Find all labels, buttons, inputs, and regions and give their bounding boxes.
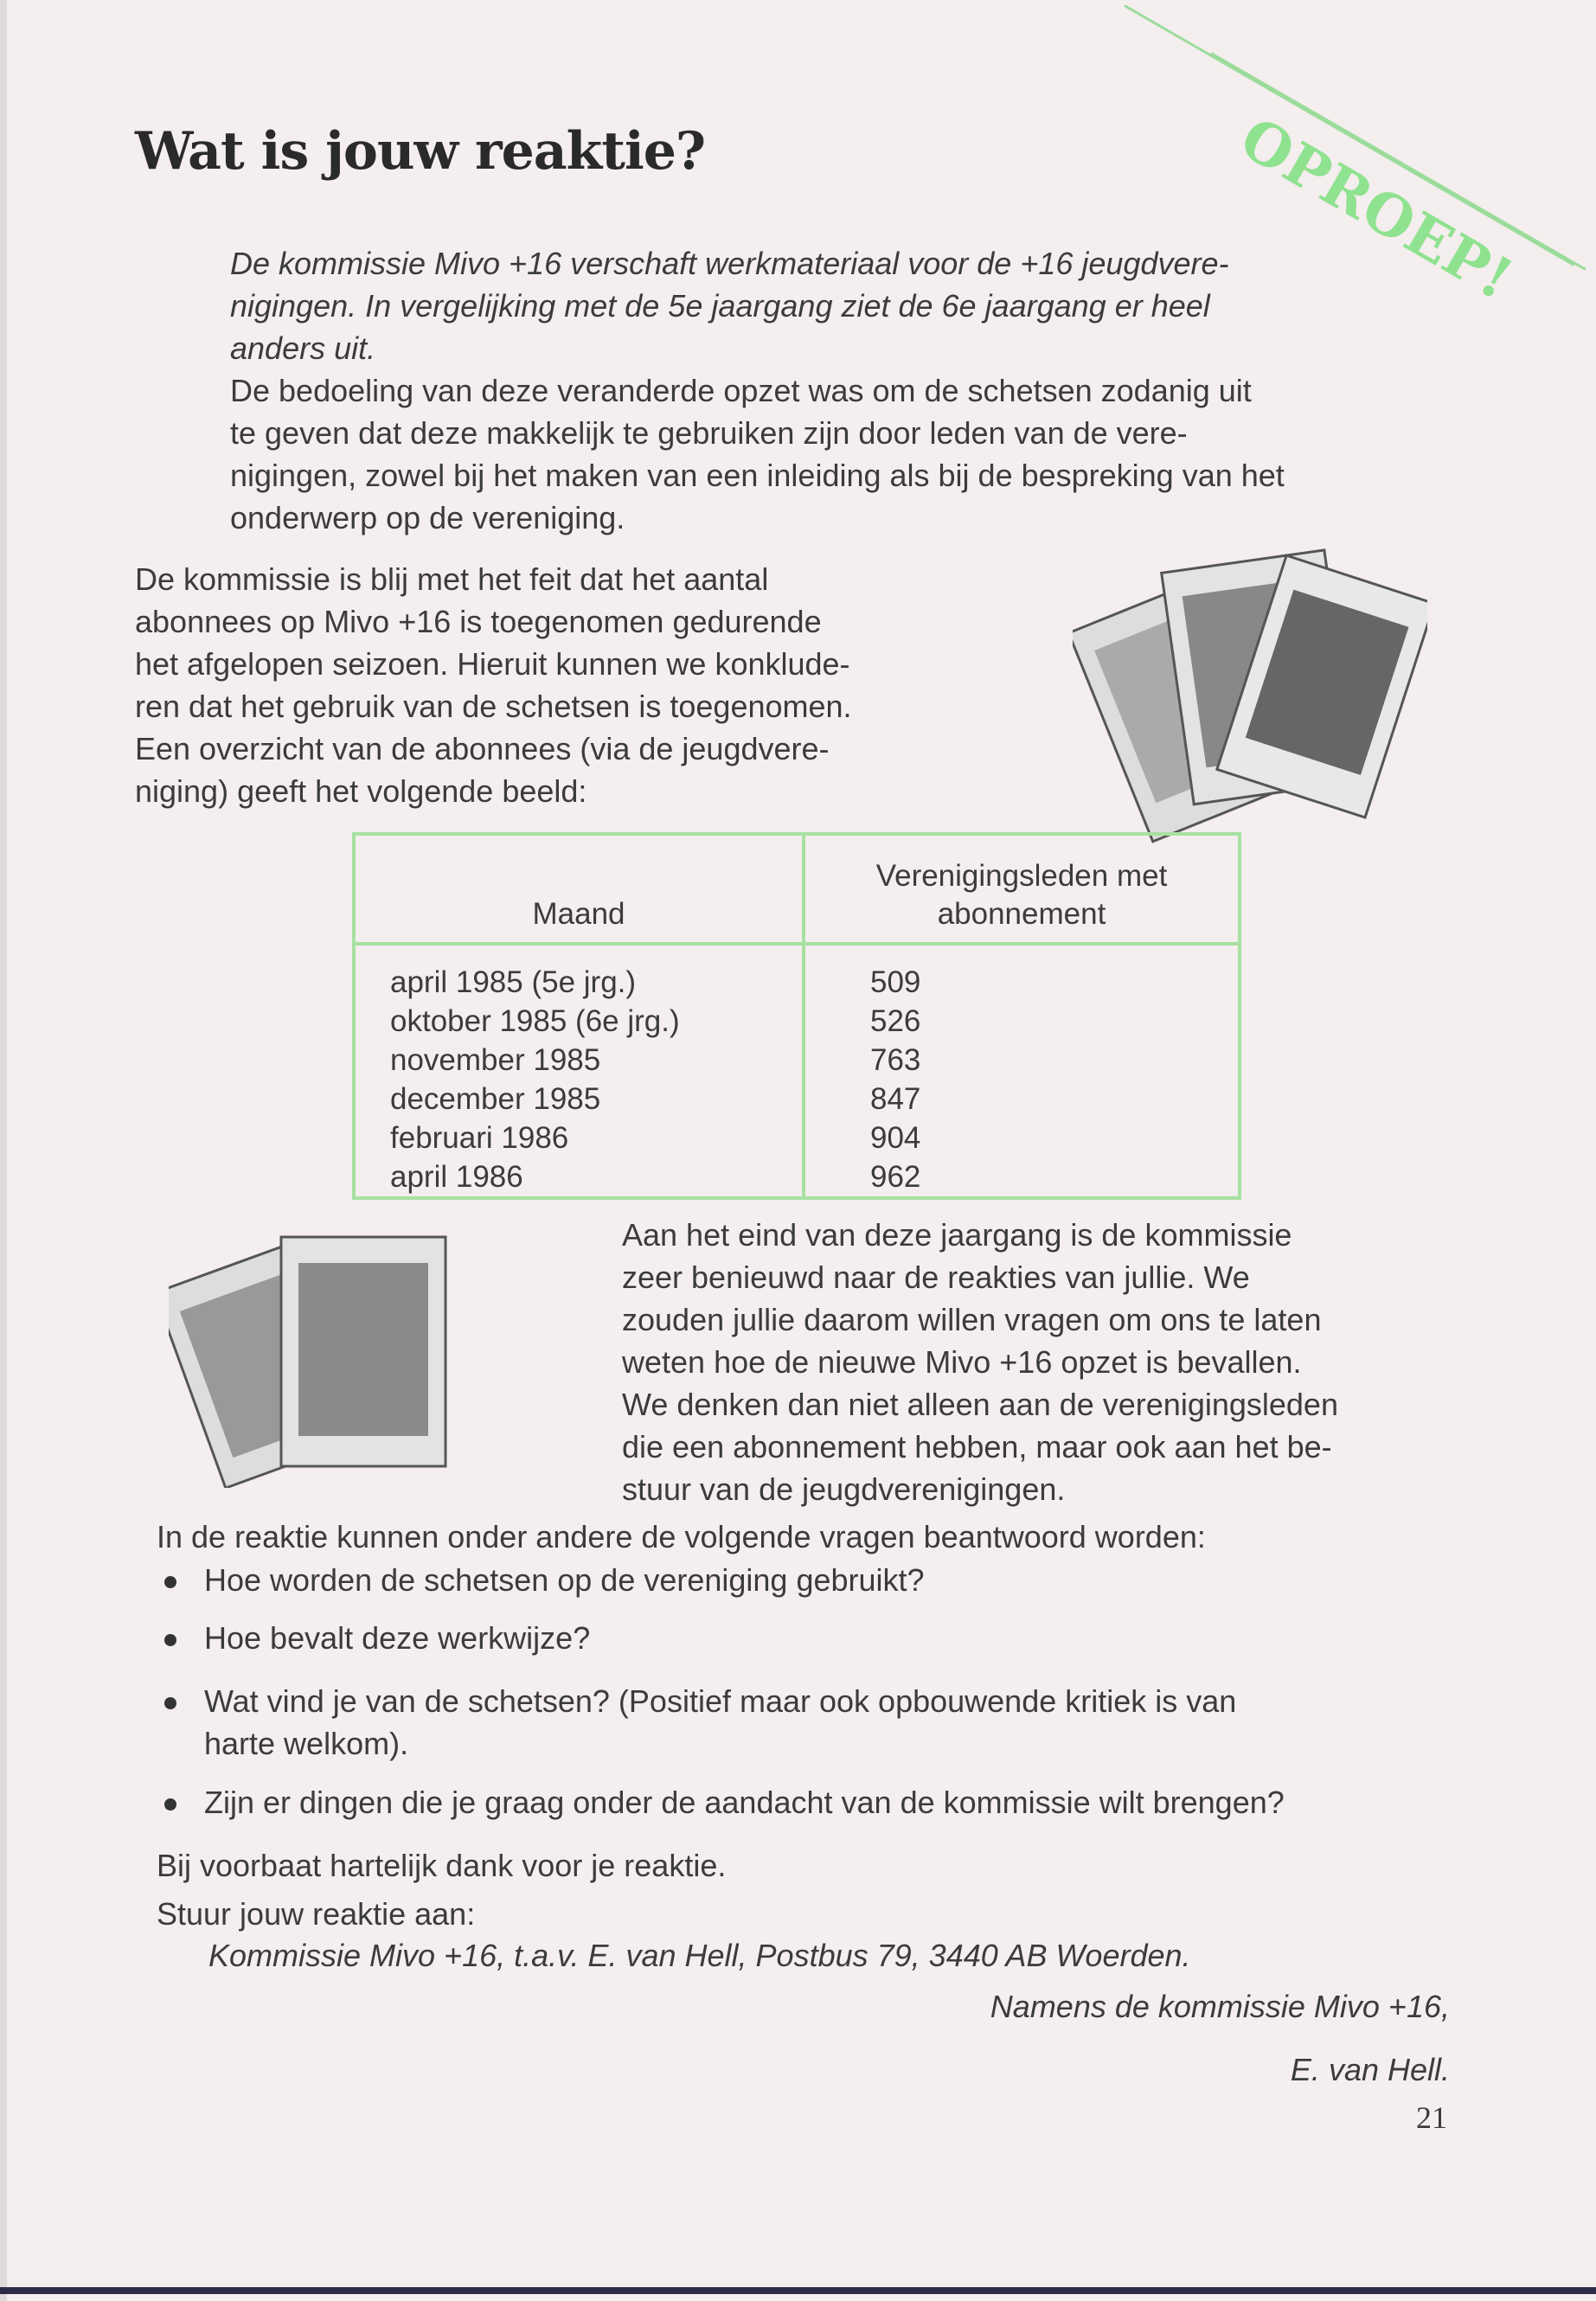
table-cell-value: 904 [870, 1121, 921, 1155]
intro-paragraph-2 [230, 369, 1285, 539]
table-cell-value: 526 [870, 1004, 921, 1038]
table-cell-value: 763 [870, 1043, 921, 1077]
subscribers-table [352, 832, 1241, 1200]
reaction-paragraph [622, 1214, 1338, 1510]
text-line: stuur van de jeugdverenigingen. [622, 1471, 1066, 1507]
bullet-icon [164, 1634, 176, 1646]
bullet-icon [164, 1697, 176, 1709]
bullet-icon [164, 1576, 176, 1588]
text-line: onderwerp op de vereniging. [230, 500, 625, 535]
signature: E. van Hell. [1290, 2052, 1450, 2087]
text-line: De kommissie Mivo +16 verschaft werkmateriaal voor de +16 jeugdvere- [230, 246, 1229, 281]
text-line: anders uit. [230, 330, 376, 366]
question-item: Hoe worden de schetsen op de vereniging gebruikt? [204, 1562, 925, 1598]
table-cell-month: april 1985 (5e jrg.) [390, 965, 637, 999]
text-line: nigingen. In vergelijking met de 5e jaargang ziet de 6e jaargang er heel [230, 288, 1210, 324]
text-line: De kommissie is blij met het feit dat het aantal [135, 561, 769, 597]
questions-intro: In de reaktie kunnen onder andere de volgende vragen beantwoord worden: [157, 1519, 1206, 1554]
table-cell-month: april 1986 [390, 1160, 523, 1194]
table-cell-month: februari 1986 [390, 1121, 569, 1155]
address: Kommissie Mivo +16, t.a.v. E. van Hell, Postbus 79, 3440 AB Woerden. [208, 1938, 1191, 1973]
table-cell-value: 962 [870, 1160, 921, 1194]
column-header-members [804, 834, 1240, 944]
page-edge [0, 0, 7, 2301]
header-line: Verenigingsleden met [875, 859, 1168, 893]
header-line: abonnement [937, 897, 1106, 931]
text-line: harte welkom). [204, 1726, 409, 1761]
page-bottom-edge [0, 2287, 1596, 2294]
text-line: abonnees op Mivo +16 is toegenomen gedurende [135, 604, 822, 639]
text-line: die een abonnement hebben, maar ook aan het be- [622, 1429, 1332, 1465]
text-line: Wat vind je van de schetsen? (Positief maar ook opbouwende kritiek is van [204, 1683, 1237, 1719]
send-to-label: Stuur jouw reaktie aan: [157, 1896, 476, 1932]
text-line: weten hoe de nieuwe Mivo +16 opzet is bevallen. [622, 1344, 1302, 1380]
table-cell-month: december 1985 [390, 1082, 601, 1116]
text-line: Een overzicht van de abonnees (via de jeugdvere- [135, 731, 830, 766]
text-line: We denken dan niet alleen aan de verenigingsleden [622, 1387, 1338, 1422]
oproep-stamp: OPROEP! [1229, 104, 1524, 313]
intro-paragraph-1 [230, 242, 1229, 369]
page-number: 21 [1416, 2100, 1447, 2135]
text-line: Aan het eind van deze jaargang is de kommissie [622, 1217, 1292, 1253]
subscriber-paragraph [135, 558, 852, 812]
column-header-month: Maand [354, 834, 804, 944]
page-title: Wat is jouw reaktie? [135, 121, 706, 182]
text-line: De bedoeling van deze veranderde opzet was om de schetsen zodanig uit [230, 373, 1252, 408]
text-line: het afgelopen seizoen. Hieruit kunnen we konklude- [135, 646, 850, 682]
text-line: niging) geeft het volgende beeld: [135, 773, 587, 809]
signoff: Namens de kommissie Mivo +16, [990, 1989, 1450, 2024]
question-item: Zijn er dingen die je graag onder de aandacht van de kommissie wilt brengen? [204, 1785, 1285, 1820]
question-item [204, 1680, 1236, 1765]
table-cell-month: november 1985 [390, 1043, 601, 1077]
text-line: te geven dat deze makkelijk te gebruiken zijn door leden van de vere- [230, 415, 1188, 451]
bullet-icon [164, 1798, 176, 1811]
month-column [354, 944, 804, 1198]
booklets-illustration-right [1073, 519, 1427, 848]
text-line: zeer benieuwd naar de reakties van jullie. We [622, 1259, 1250, 1295]
question-item: Hoe bevalt deze werkwijze? [204, 1620, 591, 1656]
text-line: nigingen, zowel bij het maken van een inleiding als bij de bespreking van het [230, 458, 1285, 493]
members-column [804, 944, 1240, 1198]
text-line: zouden jullie daarom willen vragen om ons te laten [622, 1302, 1322, 1337]
table-cell-value: 847 [870, 1082, 921, 1116]
thanks-text: Bij voorbaat hartelijk dank voor je reaktie. [157, 1848, 727, 1883]
table-cell-value: 509 [870, 965, 921, 999]
table-cell-month: oktober 1985 (6e jrg.) [390, 1004, 680, 1038]
booklets-illustration-left [169, 1211, 463, 1488]
text-line: ren dat het gebruik van de schetsen is toegenomen. [135, 689, 852, 724]
